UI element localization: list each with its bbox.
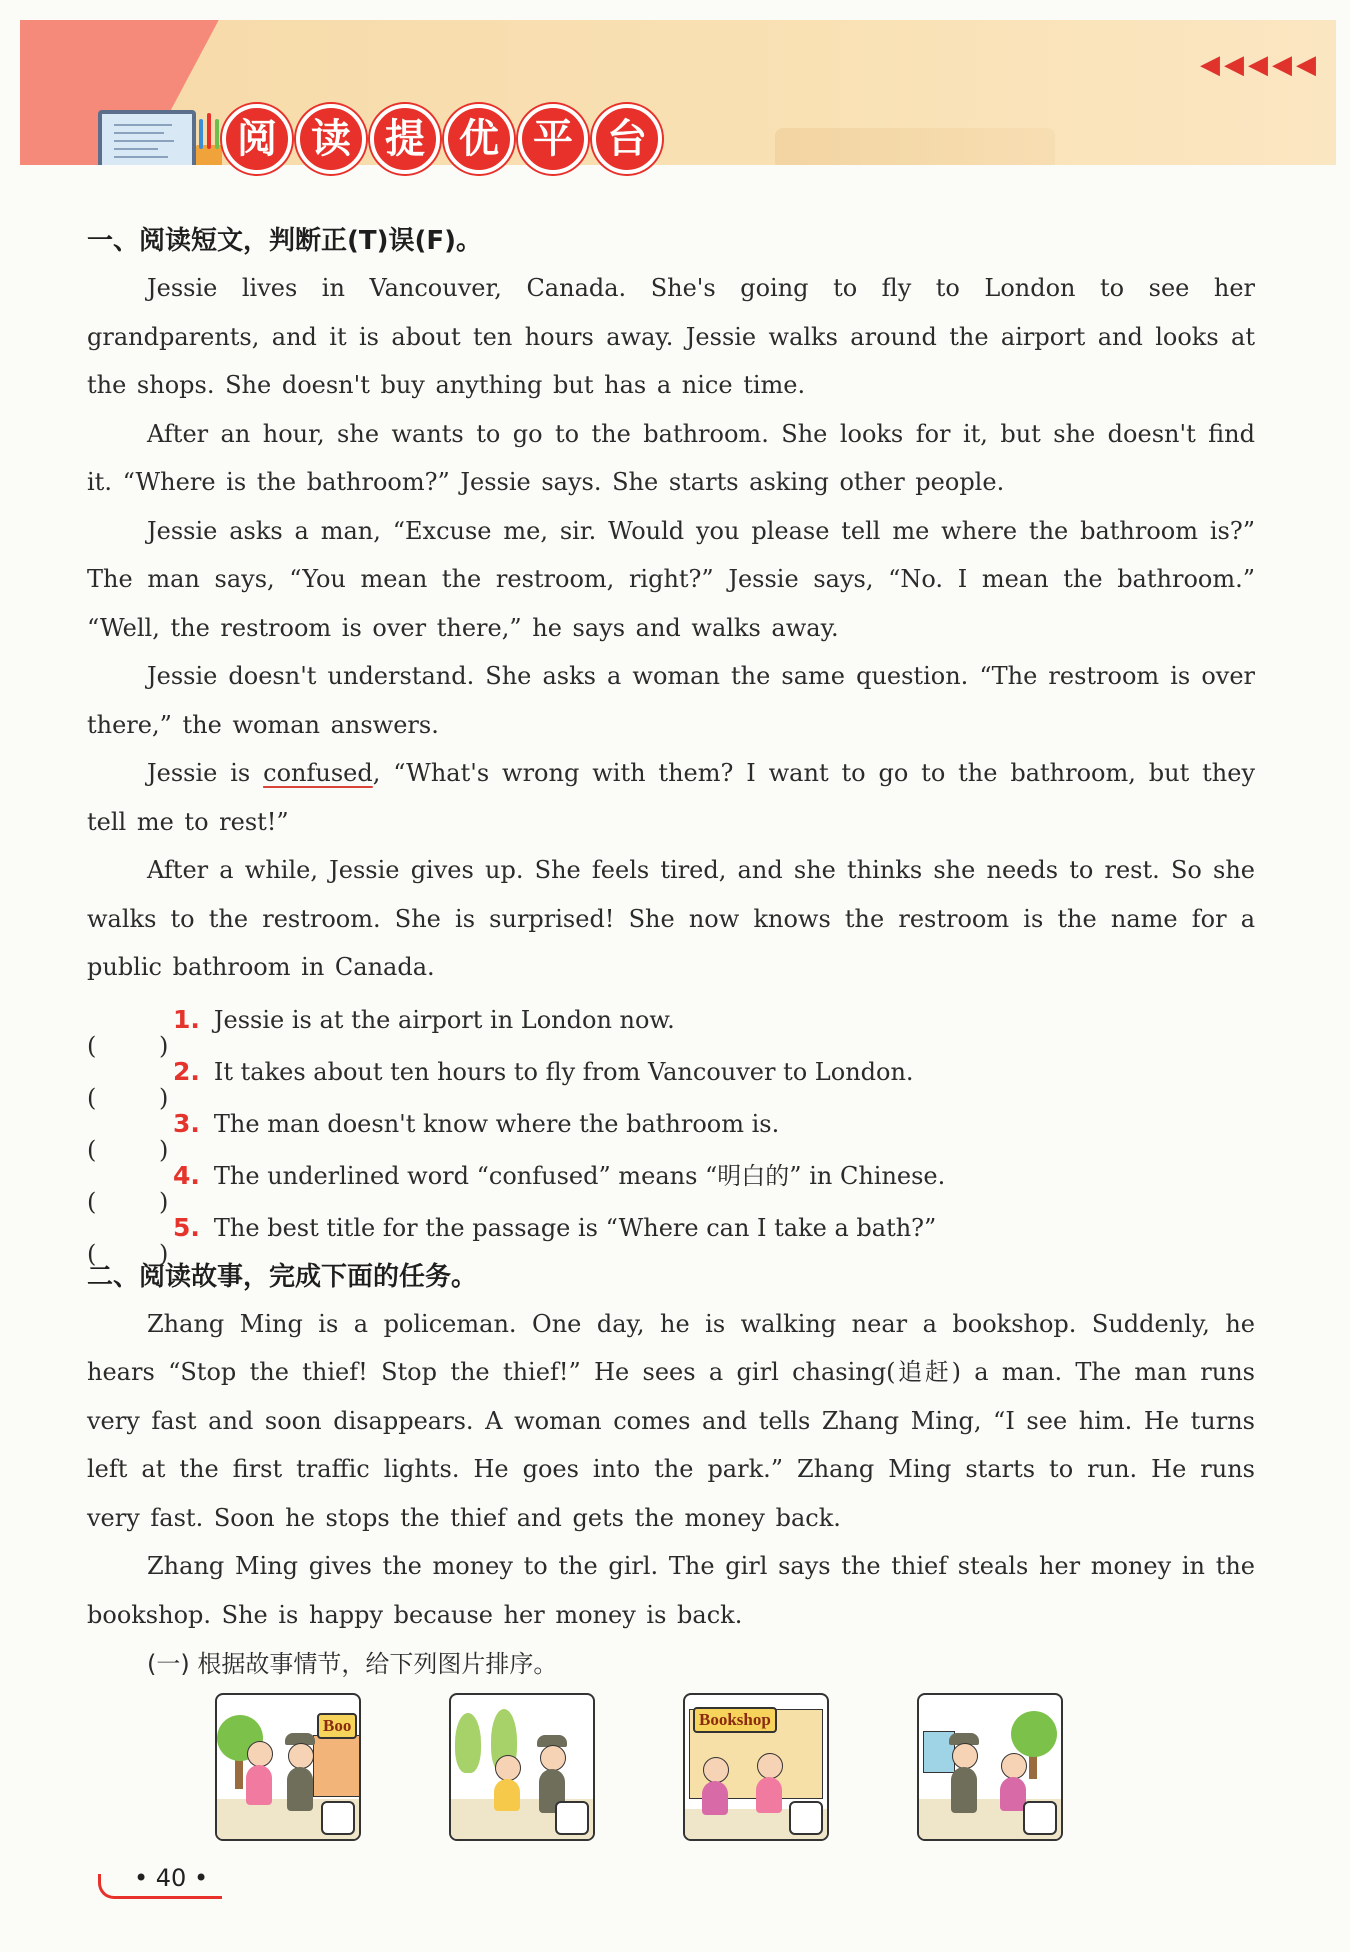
text-span: Jessie is bbox=[147, 759, 264, 787]
text-span: , “What's wrong with them? I want to go to the bathroom, but they tell me to rest!” bbox=[87, 759, 1255, 836]
page-number-rule bbox=[124, 1896, 222, 1899]
section-2-heading: 二、阅读故事，完成下面的任务。 bbox=[87, 1261, 478, 1292]
story-picture-2 bbox=[449, 1693, 595, 1841]
page-number bbox=[98, 1864, 223, 1904]
order-answer-box[interactable] bbox=[321, 1801, 355, 1835]
order-answer-box[interactable] bbox=[789, 1801, 823, 1835]
page-title bbox=[222, 104, 662, 174]
question-text: The best title for the passage is “Where can I take a bath?” bbox=[213, 1213, 937, 1242]
passage-paragraph: Jessie doesn't understand. She asks a woman the same question. “The restroom is over there,” the woman answers. bbox=[87, 662, 1255, 739]
question-number: 2. bbox=[173, 1056, 200, 1086]
title-char: 提 bbox=[370, 104, 440, 174]
question-item: ( ) 4. The underlined word “confused” means “明白的” in Chinese. bbox=[87, 1150, 1255, 1202]
underlined-word: confused bbox=[263, 759, 373, 787]
question-number: 3. bbox=[173, 1108, 200, 1138]
passage-paragraph: After an hour, she wants to go to the bathroom. She looks for it, but she doesn't find it. “Where is the bathroom?” Jessie says. She starts asking other people. bbox=[87, 419, 1255, 496]
story-paragraph: Zhang Ming is a policeman. One day, he is walking near a bookshop. Suddenly, he hears “Stop the thief! Stop the thief!” He sees a girl chasing(追赶) a man. The man runs very fast and soon disappears. A woman comes and tells Zhang Ming, “I see him. He turns left at the first traffic lights. He goes into the park.” Zhang Ming starts to run. He runs very fast. Soon he stops the thief and gets the money back. bbox=[87, 1309, 1255, 1532]
banner-pink-corner bbox=[20, 140, 100, 165]
picture-row bbox=[215, 1693, 1063, 1841]
question-text: The man doesn't know where the bathroom is. bbox=[213, 1109, 780, 1138]
story-picture-3 bbox=[683, 1693, 829, 1841]
passage-paragraph: After a while, Jessie gives up. She feels tired, and she thinks she needs to rest. So she walks to the restroom. She is surprised! She now knows the restroom is the name for a public bathroom in Canada. bbox=[87, 856, 1255, 981]
story-paragraph: Zhang Ming gives the money to the girl. The girl says the thief steals her money in the bookshop. She is happy because her money is back. bbox=[87, 1552, 1255, 1629]
story-picture-1 bbox=[215, 1693, 361, 1841]
question-item: ( ) 3. The man doesn't know where the bathroom is. bbox=[87, 1098, 1255, 1150]
title-char: 台 bbox=[592, 104, 662, 174]
question-item: ( ) 2. It takes about ten hours to fly from Vancouver to London. bbox=[87, 1046, 1255, 1098]
section-1-heading: 一、阅读短文，判断正(T)误(F)。 bbox=[87, 226, 483, 256]
subtask-instruction: (一) 根据故事情节，给下列图片排序。 bbox=[147, 1650, 558, 1678]
question-number: 1. bbox=[173, 1004, 200, 1034]
passage-paragraph bbox=[87, 749, 1255, 846]
passage-paragraph: Jessie lives in Vancouver, Canada. She's going to fly to London to see her grandparents, and it is about ten hours away. Jessie walks around the airport and looks at the shops. She doesn't buy anything but has a nice time. bbox=[87, 274, 1255, 399]
title-char: 读 bbox=[296, 104, 366, 174]
question-list bbox=[87, 994, 1255, 1268]
bookshop-sign: Bookshop bbox=[693, 1707, 777, 1733]
title-char: 阅 bbox=[222, 104, 292, 174]
question-number: 5. bbox=[173, 1212, 200, 1242]
title-char: 平 bbox=[518, 104, 588, 174]
question-text: Jessie is at the airport in London now. bbox=[213, 1005, 675, 1034]
bookshop-sign: Boo bbox=[317, 1713, 357, 1739]
order-answer-box[interactable] bbox=[555, 1801, 589, 1835]
header-banner bbox=[20, 20, 1336, 165]
question-item: ( ) 1. Jessie is at the airport in London now. bbox=[87, 994, 1255, 1046]
page-number-decoration bbox=[98, 1874, 127, 1899]
banner-watermark bbox=[775, 128, 1055, 165]
arrows-icon: ◀◀◀◀◀ bbox=[1200, 50, 1320, 80]
question-number: 4. bbox=[173, 1160, 200, 1190]
title-char: 优 bbox=[444, 104, 514, 174]
question-text: The underlined word “confused” means “明白的” in Chinese. bbox=[213, 1161, 946, 1190]
pencil-cup-icon bbox=[196, 145, 222, 165]
story-picture-4 bbox=[917, 1693, 1063, 1841]
main-content bbox=[87, 218, 1255, 1689]
page-number-text: • 40 • bbox=[134, 1864, 209, 1892]
order-answer-box[interactable] bbox=[1023, 1801, 1057, 1835]
passage-paragraph: Jessie asks a man, “Excuse me, sir. Would you please tell me where the bathroom is?” The man says, “You mean the restroom, right?” Jessie says, “No. I mean the bathroom.” “Well, the restroom is over there,” he says and walks away. bbox=[87, 516, 1255, 642]
question-item: ( ) 5. The best title for the passage is “Where can I take a bath?” bbox=[87, 1202, 1255, 1254]
laptop-icon bbox=[98, 110, 193, 165]
question-text: It takes about ten hours to fly from Vancouver to London. bbox=[213, 1057, 914, 1086]
